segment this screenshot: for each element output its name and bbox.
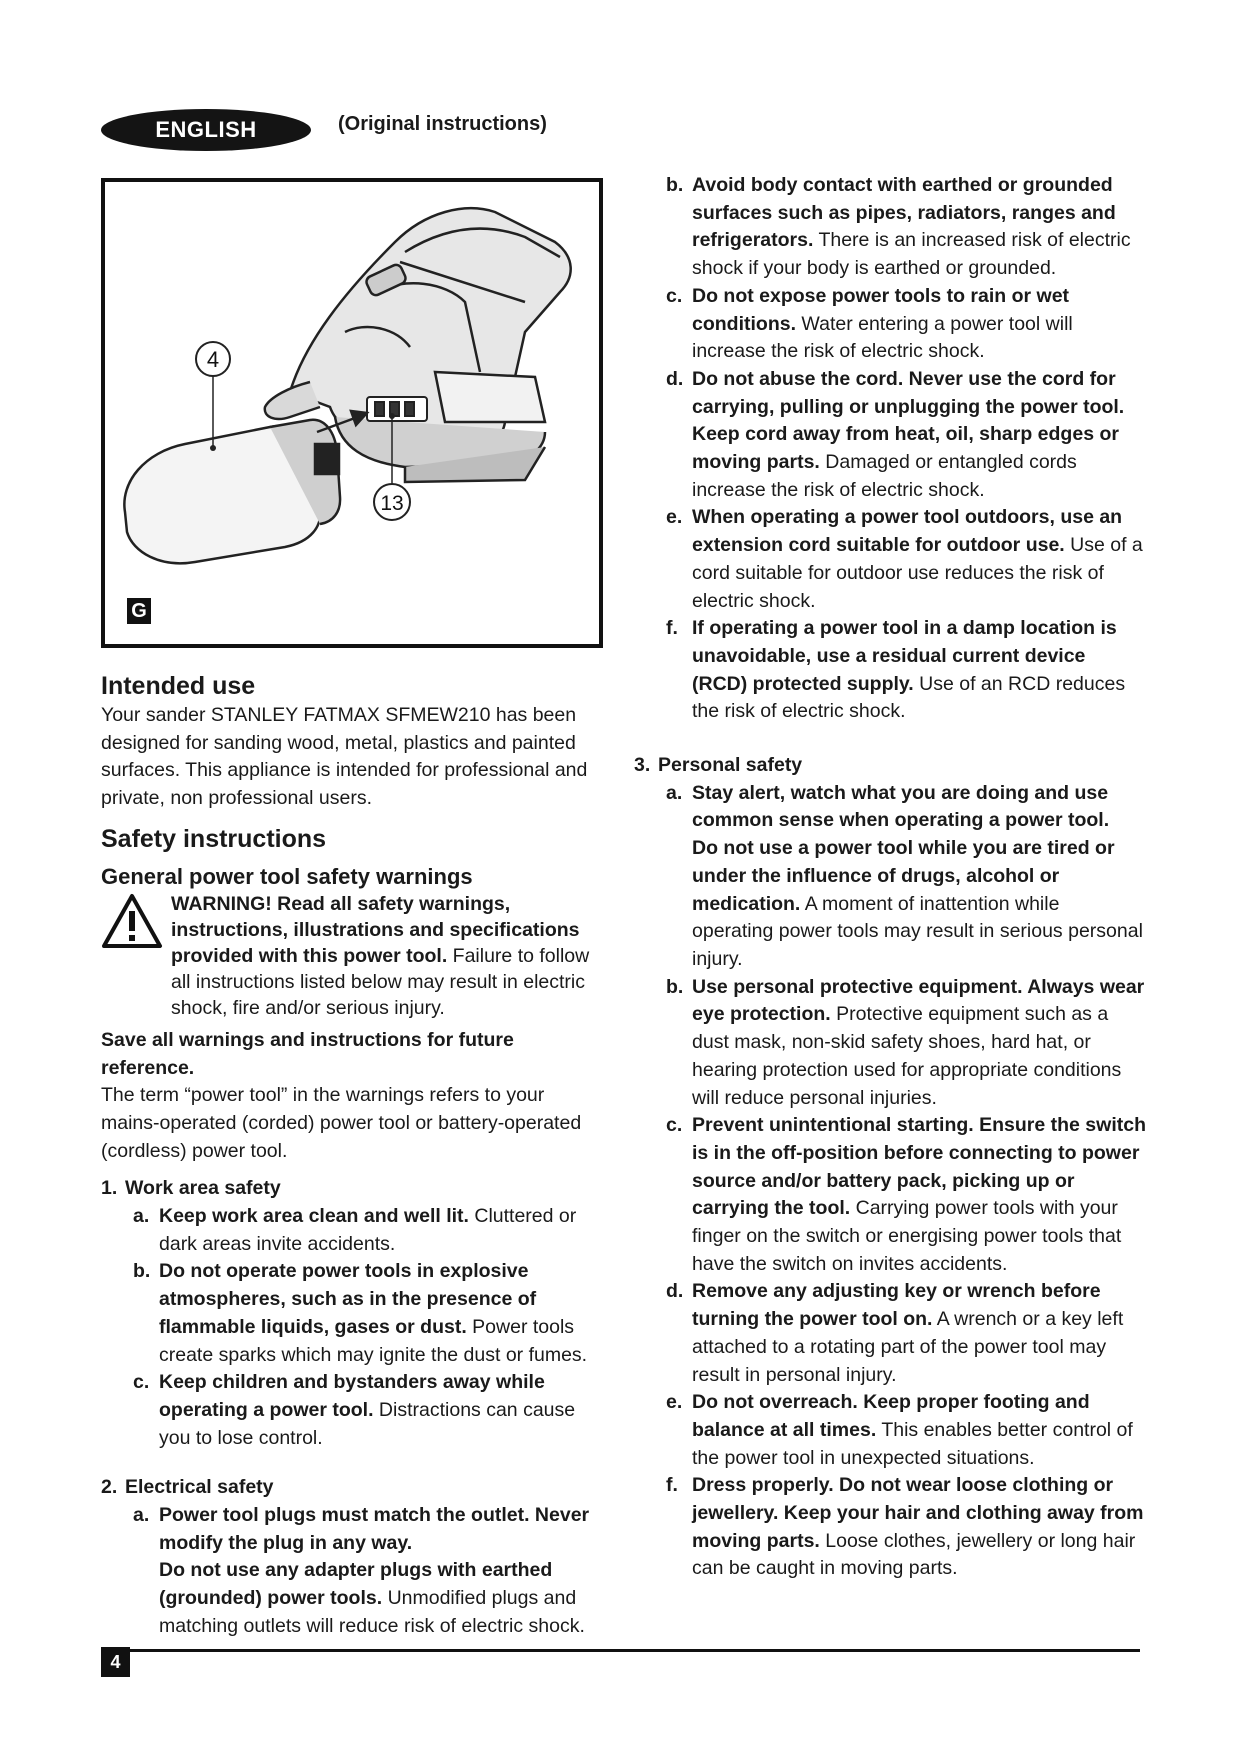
warning-block: [101, 891, 606, 1021]
svg-text:4: 4: [206, 347, 220, 372]
footer-rule: [130, 1649, 1140, 1652]
page-number: 4: [101, 1647, 130, 1677]
warning-text: Failure to follow all instructions listed below may result in electric shock, fire and/or serious injury.: [171, 944, 590, 1019]
sander-battery-illustration: [105, 182, 599, 644]
language-badge: ENGLISH: [101, 109, 311, 151]
warning-triangle-icon: [101, 893, 163, 949]
battery-pack: [124, 420, 340, 563]
work-area-items: [101, 1203, 606, 1452]
save-instructions: Save all warnings and instructions for future reference.: [101, 1028, 514, 1079]
svg-text:13: 13: [380, 492, 404, 515]
warning-bold-text: WARNING! Read all safety warnings, instructions, illustrations and specifications provided with this power tool.: [171, 892, 580, 967]
list-item: d. Remove any adjusting key or wrench before turning the power tool on. A wrench or a key left attached to a rotating part of the power tool may result in personal injury.: [666, 1280, 1124, 1386]
figure-label: G: [127, 598, 151, 624]
list-item: a. Keep work area clean and well lit. Cluttered or dark areas invite accidents.: [133, 1205, 577, 1255]
safety-heading: Safety instructions: [101, 824, 327, 853]
intended-use-heading: Intended use: [101, 672, 256, 700]
list-item: Do not use any adapter plugs with earthed (grounded) power tools. Unmodified plugs and matching outlets will reduce risk of electric shock.: [159, 1559, 585, 1637]
list-item: a. Stay alert, watch what you are doing and use common sense when operating a power tool.: [666, 781, 1110, 832]
list-item: e. When operating a power tool outdoors, use an extension cord suitable for outdoor use. Use of a cord suitable for outdoor use reduces the risk of electric shock.: [666, 506, 1143, 612]
list-item: c. Prevent unintentional starting. Ensure the switch is in the off-position before connecting to power source and/or battery pack, picking up or carrying the tool. Carrying power tools with your finger on the switch or energising power tools that have the switch on invites accidents.: [666, 1114, 1146, 1275]
electrical-items-right: [666, 172, 1146, 726]
personal-items: [666, 780, 1146, 1583]
section-work-area-title: 1. Work area safety: [101, 1177, 281, 1200]
list-item: a. Power tool plugs must match the outlet. Never modify the plug in any way.: [133, 1504, 590, 1554]
section-electrical-title: 2. Electrical safety: [101, 1476, 274, 1499]
list-item: d. Do not abuse the cord. Never use the cord for carrying, pulling or unplugging the power tool. Keep cord away from heat, oil, sharp edges or moving parts. Damaged or entangled cords increase the risk of electric shock.: [666, 367, 1125, 501]
list-item: c. Keep children and bystanders away while operating a power tool. Distractions can cause you to lose control.: [133, 1371, 576, 1449]
list-item: b. Avoid body contact with earthed or grounded surfaces such as pipes, radiators, ranges and refrigerators. There is an increased risk of electric shock if your body is earthed or grounded.: [666, 174, 1131, 280]
list-item: f. If operating a power tool in a damp location is unavoidable, use a residual current device (RCD) protected supply. Use of an RCD reduces the risk of electric shock.: [666, 617, 1126, 723]
section-personal-title: 3. Personal safety: [634, 754, 803, 777]
callout-4: [196, 342, 230, 451]
left-column: [101, 670, 606, 1641]
power-tool-term: The term “power tool” in the warnings refers to your mains-operated (corded) power tool or battery-operated (cordless) power tool.: [101, 1084, 582, 1162]
list-item: b. Do not operate power tools in explosive atmospheres, such as in the presence of flammable liquids, gases or dust. Power tools create sparks which may ignite the dust or fumes.: [133, 1260, 588, 1366]
battery-terminal: [367, 397, 427, 421]
intended-use-text: Your sander STANLEY FATMAX SFMEW210 has been designed for sanding wood, metal, plastics and painted surfaces. This appliance is intended for professional and private, non professional users.: [101, 704, 588, 810]
original-instructions-label: (Original instructions): [338, 113, 547, 135]
electrical-items-left: [101, 1502, 606, 1641]
list-item: f. Dress properly. Do not wear loose clothing or jewellery. Keep your hair and clothing away from moving parts. Loose clothes, jewellery or long hair can be caught in moving parts.: [666, 1474, 1144, 1580]
figure-g: [101, 178, 603, 648]
list-item: e. Do not overreach. Keep proper footing and balance at all times. This enables better control of the power tool in unexpected situations.: [666, 1391, 1133, 1469]
list-item: c. Do not expose power tools to rain or wet conditions. Water entering a power tool will increase the risk of electric shock.: [666, 284, 1073, 363]
general-warnings-heading: General power tool safety warnings: [101, 863, 473, 889]
list-item: b. Use personal protective equipment. Always wear eye protection. Protective equipment such as a dust mask, non-skid safety shoes, hard hat, or hearing protection used for appropriate conditions will reduce personal injuries.: [666, 975, 1145, 1109]
right-column: [634, 172, 1146, 1583]
list-item: Do not use a power tool while you are tired or under the influence of drugs, alcohol or medication. A moment of inattention while operating power tools may result in serious personal injury.: [692, 837, 1143, 970]
